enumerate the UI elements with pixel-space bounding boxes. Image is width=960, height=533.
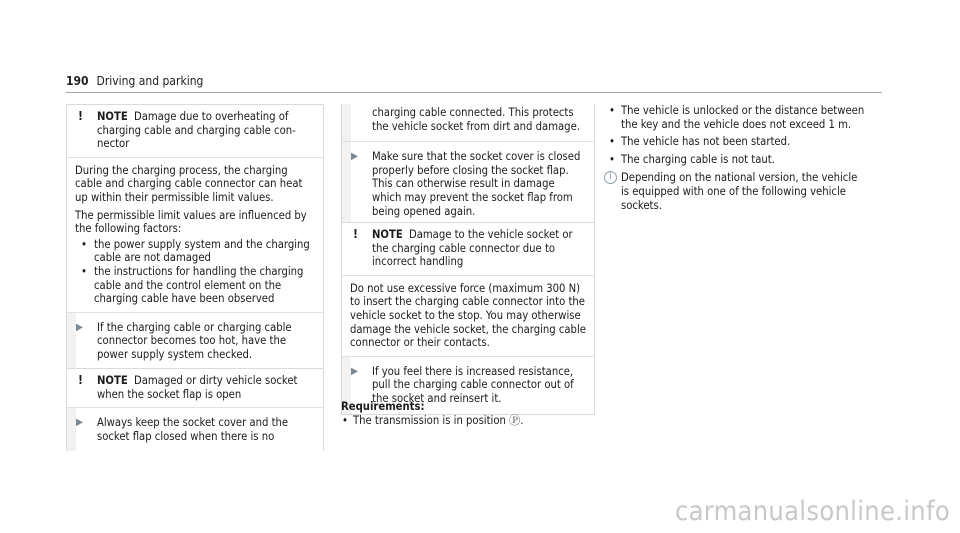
arrow-right-icon: ▶	[76, 417, 83, 429]
step-bar	[342, 142, 351, 226]
step-text: If the charging cable or charging cable connector becomes too hot, have the power supply system checked.	[97, 320, 292, 361]
warning-icon: !	[353, 227, 358, 241]
info-icon: i	[604, 171, 617, 184]
notice-dirty-socket	[66, 368, 324, 451]
info-note	[603, 171, 865, 212]
notice-head	[67, 369, 323, 407]
list-item: • The vehicle has not been started.	[603, 135, 865, 149]
requirements-continued	[603, 104, 865, 212]
list-item: • The vehicle is unlocked or the distance between the key and the vehicle does not exceed 1 m.	[603, 104, 865, 131]
list-item: • the power supply system and the charging cable are not damaged	[75, 238, 315, 265]
list-item: • The transmission is in position Ⓟ.	[341, 414, 593, 428]
page-number: 190	[66, 74, 89, 88]
step-text: Always keep the socket cover and the socket flap closed when there is no	[97, 416, 289, 443]
page-header	[66, 74, 203, 88]
notice-paragraph: Do not use excessive force (maximum 300 N) to insert the charging cable connector into the vehicle socket to the stop. You may otherwise damage the vehicle socket, the charging cable connector or their contacts.	[350, 281, 586, 350]
requirements-list	[603, 104, 865, 166]
notice-paragraph: The permissible limit values are influenced by the following factors:	[75, 208, 307, 236]
list-item: • The charging cable is not taut.	[603, 153, 865, 167]
step-bar	[67, 313, 76, 370]
instruction-step	[67, 312, 323, 370]
notice-body	[342, 275, 594, 356]
list-item: • the instructions for handling the charging cable and the control element on the charging cable have been observed	[75, 265, 315, 306]
instruction-step	[67, 407, 323, 451]
warning-icon: !	[78, 109, 83, 123]
requirements-title: Requirements:	[341, 400, 425, 413]
notice-continuation	[341, 104, 595, 227]
notice-label: NOTE	[372, 228, 403, 241]
notice-title: Damage due to overheating of charging cable and charging cable con-nector	[97, 110, 296, 151]
notice-head	[67, 105, 323, 157]
warning-icon: !	[78, 373, 83, 387]
arrow-right-icon: ▶	[76, 321, 83, 333]
requirements	[341, 400, 593, 427]
notice-paragraph: During the charging process, the charging cable and charging cable connector can heat up within their permissible limit values.	[75, 163, 303, 204]
instruction-step	[342, 141, 594, 226]
step-text: charging cable connected. This protects the vehicle socket from dirt and damage.	[372, 106, 580, 133]
step-text: Make sure that the socket cover is closed properly before closing the socket flap. This can otherwise result in damage which may prevent the socket flap from being opened again.	[372, 150, 581, 218]
step-text: If you feel there is increased resistance, pull the charging cable connector out of the socket and reinsert it.	[372, 364, 574, 405]
notice-title: Damaged or dirty vehicle socket when the socket flap is open	[97, 374, 298, 401]
arrow-right-icon: ▶	[351, 365, 358, 377]
notice-body	[67, 157, 323, 312]
notice-label: NOTE	[97, 110, 128, 123]
notice-title: Damage to the vehicle socket or the charging cable connector due to incorrect handling	[372, 228, 573, 269]
step-bar	[342, 104, 351, 141]
section-title: Driving and parking	[96, 74, 204, 88]
continuation-text	[342, 104, 594, 141]
header-rule	[66, 92, 882, 93]
requirements-list	[341, 414, 593, 428]
arrow-right-icon: ▶	[351, 151, 358, 163]
watermark: carmanualsonline.info	[674, 496, 950, 527]
info-text: Depending on the national version, the vehicle is equipped with one of the following vehicle sockets.	[621, 171, 858, 212]
factor-list	[75, 238, 315, 306]
notice-head	[342, 223, 594, 275]
notice-label: NOTE	[97, 374, 128, 387]
notice-overheating	[66, 104, 324, 371]
notice-incorrect-handling	[341, 222, 595, 415]
step-bar	[67, 408, 76, 451]
